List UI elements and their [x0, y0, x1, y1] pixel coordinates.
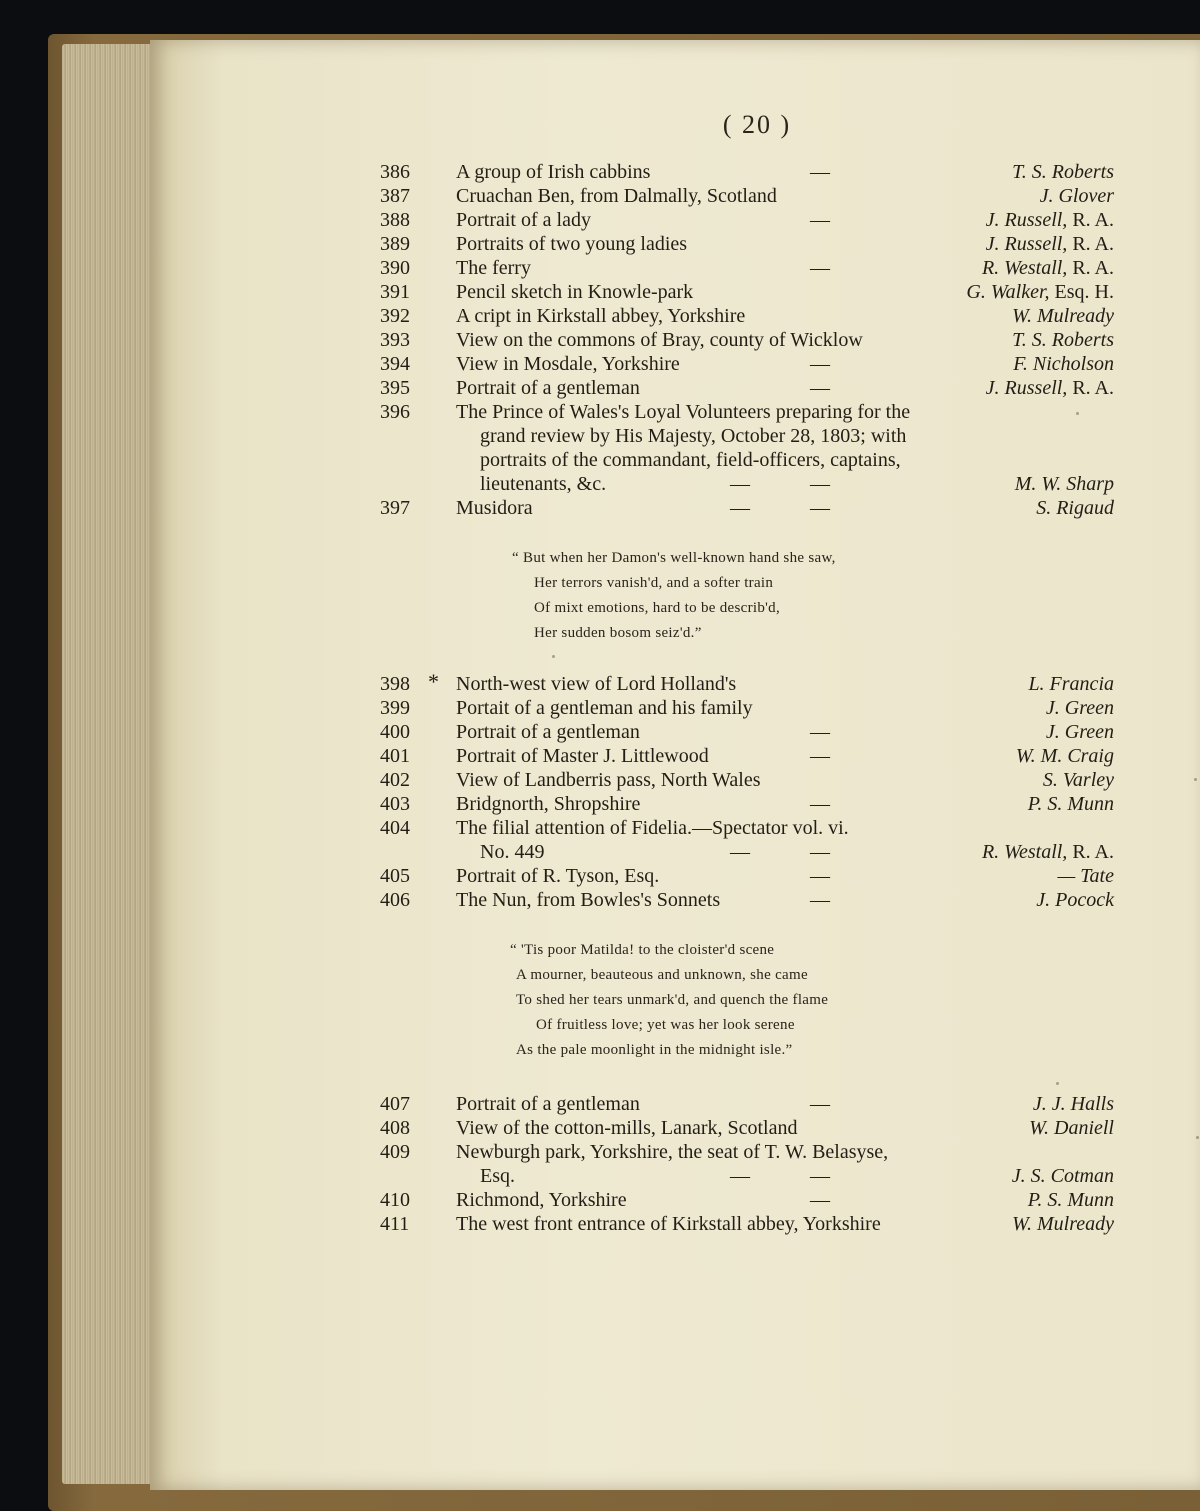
artist-name: J. Pocock	[1036, 889, 1114, 911]
entry-title: North-west view of Lord Holland's	[456, 673, 737, 695]
dash-separator: —	[810, 1165, 830, 1187]
entry-number: 399	[380, 697, 410, 719]
entry-artist	[1015, 472, 1114, 496]
entry-title: Newburgh park, Yorkshire, the seat of T. W. Belasyse,	[456, 1141, 889, 1163]
entry-artist	[1028, 672, 1114, 696]
artist-suffix: R. A.	[1072, 233, 1114, 255]
entry-title: lieutenants, &c.	[480, 473, 607, 495]
entry-title: Portrait of R. Tyson, Esq.	[456, 865, 660, 887]
artist-suffix: R. A.	[1072, 841, 1114, 863]
catalogue-entry	[380, 376, 1120, 400]
artist-name: J. Russell,	[985, 233, 1068, 255]
catalogue-entry	[380, 208, 1120, 232]
entry-artist	[1043, 768, 1114, 792]
catalogue-entry	[380, 792, 1120, 816]
entry-artist	[1012, 328, 1114, 352]
catalogue-entry	[380, 840, 1120, 864]
dash-separator: —	[810, 257, 830, 279]
dash-separator: —	[810, 473, 830, 495]
catalogue-entry	[380, 448, 1120, 472]
entry-title: View of the cotton-mills, Lanark, Scotland	[456, 1117, 798, 1139]
dash-separator: —	[810, 745, 830, 767]
entry-number: 400	[380, 721, 410, 743]
verse-line: Her sudden bosom seiz'd.”	[534, 625, 702, 641]
entry-artist	[982, 256, 1114, 280]
entry-title: Bridgnorth, Shropshire	[456, 793, 641, 815]
catalogue-entry	[380, 1116, 1120, 1140]
dash-separator: —	[810, 889, 830, 911]
paper-speck	[1076, 412, 1079, 415]
entry-title: Portrait of a gentleman	[456, 1093, 640, 1115]
entry-artist	[982, 840, 1114, 864]
entry-artist	[1029, 1116, 1114, 1140]
catalogue-entry	[380, 424, 1120, 448]
artist-name: S. Rigaud	[1036, 497, 1114, 519]
artist-suffix: Esq. H.	[1054, 281, 1114, 303]
entry-artist	[1040, 184, 1114, 208]
catalogue-entry	[380, 744, 1120, 768]
verse-line: Of fruitless love; yet was her look serene	[536, 1017, 795, 1033]
entry-number: 402	[380, 769, 410, 791]
paper-speck	[1196, 1136, 1199, 1139]
dash-separator: —	[810, 1189, 830, 1211]
dash-separator: —	[810, 793, 830, 815]
catalogue-entry	[380, 1212, 1120, 1236]
entry-artist	[1012, 304, 1114, 328]
artist-name: J. Russell,	[985, 377, 1068, 399]
catalogue-entry	[380, 496, 1120, 520]
catalogue-entry	[380, 232, 1120, 256]
verse-line: Her terrors vanish'd, and a softer train	[534, 575, 774, 591]
artist-name: F. Nicholson	[1013, 353, 1114, 375]
catalogue-entry	[380, 160, 1120, 184]
entry-number: 391	[380, 281, 410, 303]
entry-number: 404	[380, 817, 410, 839]
catalogue-entry	[380, 888, 1120, 912]
entry-artist	[1036, 888, 1114, 912]
entry-number: 387	[380, 185, 410, 207]
dash-separator: —	[810, 377, 830, 399]
entry-title: View in Mosdale, Yorkshire	[456, 353, 680, 375]
artist-name: J. Glover	[1039, 185, 1114, 207]
entry-number: 386	[380, 161, 410, 183]
page-number: ( 20 )	[722, 110, 792, 139]
entry-number: 405	[380, 865, 410, 887]
entry-number: 389	[380, 233, 410, 255]
artist-name: W. Mulready	[1012, 1213, 1114, 1235]
dash-separator: —	[810, 721, 830, 743]
entry-artist	[986, 232, 1114, 256]
dash-separator: —	[810, 353, 830, 375]
entry-number: 408	[380, 1117, 410, 1139]
entry-artist	[986, 376, 1114, 400]
artist-suffix: R. A.	[1072, 209, 1114, 231]
entry-title: Portrait of a lady	[456, 209, 591, 231]
catalogue-entry	[380, 696, 1120, 720]
entry-artist	[1033, 1092, 1114, 1116]
entry-title: Esq.	[480, 1165, 515, 1187]
entry-title: portraits of the commandant, field-officers, captains,	[480, 449, 901, 471]
entry-artist	[966, 280, 1114, 304]
entry-artist	[1028, 1188, 1114, 1212]
artist-name: L. Francia	[1028, 673, 1114, 695]
artist-name: — Tate	[1057, 865, 1114, 887]
verse-line: To shed her tears unmark'd, and quench the flame	[516, 992, 829, 1008]
entry-artist	[1013, 352, 1114, 376]
artist-name: S. Varley	[1042, 769, 1114, 791]
dash-separator: —	[730, 473, 750, 495]
entry-number: 411	[380, 1213, 410, 1235]
catalogue-entry	[380, 768, 1120, 792]
dash-separator: —	[810, 209, 830, 231]
artist-name: W. Mulready	[1012, 305, 1114, 327]
entry-number: 396	[380, 401, 410, 423]
entry-artist	[1012, 1212, 1114, 1236]
catalogue-entry	[380, 1140, 1120, 1164]
entry-artist	[1012, 160, 1114, 184]
artist-name: J. Green	[1045, 697, 1114, 719]
entry-title: The ferry	[456, 257, 531, 279]
artist-name: G. Walker,	[966, 281, 1050, 303]
dash-separator: —	[730, 497, 750, 519]
catalogue-entry	[380, 472, 1120, 496]
entry-title: Richmond, Yorkshire	[456, 1189, 627, 1211]
catalogue-entry	[380, 864, 1120, 888]
entry-number: 398	[380, 673, 410, 695]
entry-title: A cript in Kirkstall abbey, Yorkshire	[456, 305, 746, 327]
dash-separator: —	[730, 1165, 750, 1187]
catalogue-entry	[380, 720, 1120, 744]
verse-line: As the pale moonlight in the midnight isle.”	[516, 1042, 793, 1058]
entry-artist	[1046, 696, 1114, 720]
paper-speck	[1194, 778, 1197, 781]
artist-name: W. M. Craig	[1015, 745, 1114, 767]
artist-suffix: R. A.	[1072, 257, 1114, 279]
artist-name: J. S. Cotman	[1011, 1165, 1114, 1187]
catalogue-entry	[380, 304, 1120, 328]
artist-suffix: R. A.	[1072, 377, 1114, 399]
paper-speck	[1056, 1082, 1059, 1085]
entry-title: The west front entrance of Kirkstall abbey, Yorkshire	[456, 1213, 881, 1235]
artist-name: J. J. Halls	[1032, 1093, 1114, 1115]
entry-artist	[1057, 864, 1114, 888]
entry-title: The filial attention of Fidelia.—Spectator vol. vi.	[456, 817, 849, 839]
catalogue-entry	[380, 328, 1120, 352]
entry-title: Portraits of two young ladies	[456, 233, 688, 255]
artist-name: T. S. Roberts	[1012, 161, 1114, 183]
entry-title: Portrait of a gentleman	[456, 377, 640, 399]
entry-title: Cruachan Ben, from Dalmally, Scotland	[456, 185, 777, 207]
entry-artist	[1046, 720, 1114, 744]
catalogue-entry	[380, 1188, 1120, 1212]
entry-title: Musidora	[456, 497, 533, 519]
entry-artist	[1028, 792, 1114, 816]
entry-title: Portrait of a gentleman	[456, 721, 640, 743]
entry-number: 394	[380, 353, 410, 375]
entry-number: 390	[380, 257, 410, 279]
entry-artist	[1012, 1164, 1114, 1188]
catalogue-entry	[380, 352, 1120, 376]
entry-artist	[1016, 744, 1114, 768]
entry-number: 392	[380, 305, 410, 327]
artist-name: P. S. Munn	[1027, 1189, 1114, 1211]
catalogue-entry	[380, 184, 1120, 208]
catalogue-entry	[380, 1164, 1120, 1188]
catalogue-entry	[380, 256, 1120, 280]
entry-number: 410	[380, 1189, 410, 1211]
artist-name: R. Westall,	[981, 841, 1068, 863]
entry-number: 409	[380, 1141, 410, 1163]
entry-number: 406	[380, 889, 410, 911]
entry-number: 401	[380, 745, 410, 767]
verse-line: A mourner, beauteous and unknown, she came	[516, 967, 808, 983]
entry-number: 395	[380, 377, 410, 399]
entry-title: View on the commons of Bray, county of Wicklow	[456, 329, 863, 351]
artist-name: J. Russell,	[985, 209, 1068, 231]
dash-separator: —	[810, 865, 830, 887]
catalogue-entry	[380, 816, 1120, 840]
artist-name: P. S. Munn	[1027, 793, 1114, 815]
dash-separator: —	[810, 1093, 830, 1115]
dash-separator: —	[730, 841, 750, 863]
dash-separator: —	[810, 161, 830, 183]
entry-number: 388	[380, 209, 410, 231]
entry-artist	[986, 208, 1114, 232]
entry-artist	[1036, 496, 1114, 520]
entry-number: 407	[380, 1093, 410, 1115]
artist-name: W. Daniell	[1029, 1117, 1114, 1139]
asterisk-mark: *	[428, 669, 439, 694]
verse-line: Of mixt emotions, hard to be describ'd,	[534, 600, 781, 616]
entry-title: No. 449	[480, 841, 545, 863]
artist-name: R. Westall,	[981, 257, 1068, 279]
entry-number: 403	[380, 793, 410, 815]
artist-name: T. S. Roberts	[1012, 329, 1114, 351]
entry-title: A group of Irish cabbins	[456, 161, 651, 183]
dash-separator: —	[810, 497, 830, 519]
dash-separator: —	[810, 841, 830, 863]
entry-title: grand review by His Majesty, October 28, 1803; with	[480, 425, 907, 447]
catalogue-entry	[380, 1092, 1120, 1116]
entry-title: Pencil sketch in Knowle-park	[456, 281, 694, 303]
artist-name: M. W. Sharp	[1014, 473, 1114, 495]
verse-line: “ But when her Damon's well-known hand she saw,	[512, 550, 836, 566]
entry-title: Portrait of Master J. Littlewood	[456, 745, 709, 767]
entry-title: The Nun, from Bowles's Sonnets	[456, 889, 721, 911]
catalogue-entry	[380, 400, 1120, 424]
verse-line: “ 'Tis poor Matilda! to the cloister'd scene	[510, 942, 775, 958]
catalogue-entry	[380, 669, 1120, 696]
entry-number: 393	[380, 329, 410, 351]
catalogue-entry	[380, 280, 1120, 304]
paper-speck	[552, 655, 555, 658]
artist-name: J. Green	[1045, 721, 1114, 743]
entry-title: Portait of a gentleman and his family	[456, 697, 753, 719]
entry-title: View of Landberris pass, North Wales	[456, 769, 761, 791]
entry-title: The Prince of Wales's Loyal Volunteers preparing for the	[456, 401, 911, 423]
entry-number: 397	[380, 497, 410, 519]
